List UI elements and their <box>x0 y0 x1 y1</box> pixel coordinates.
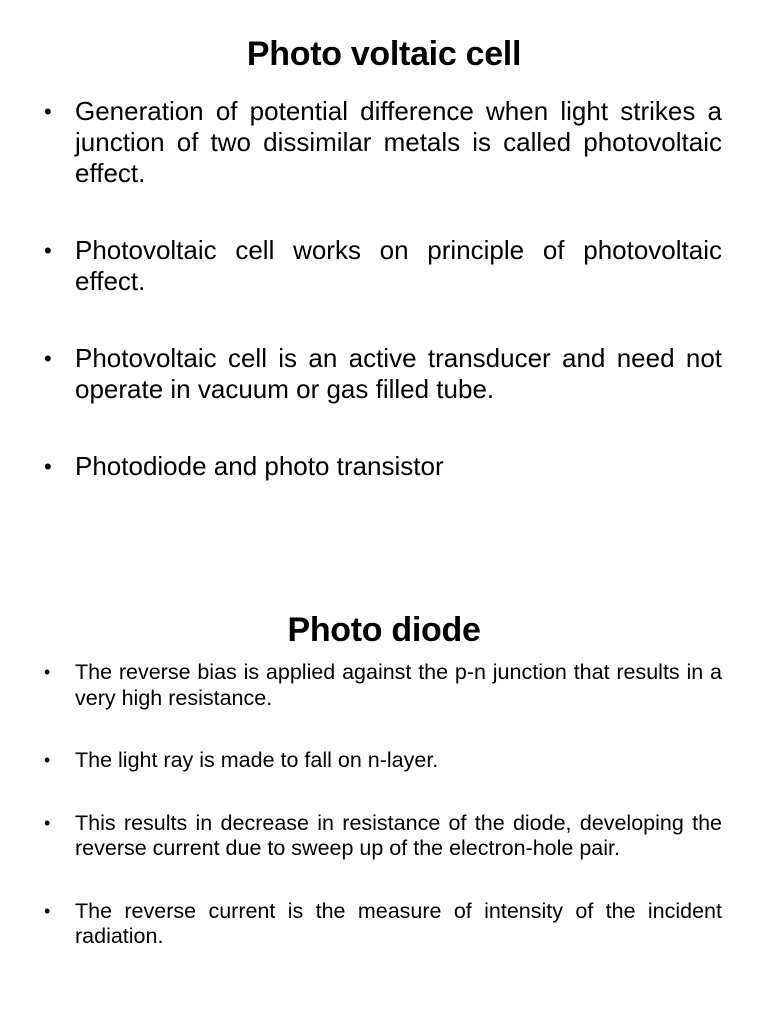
bullet-icon: • <box>44 750 51 770</box>
bullet-text: Generation of potential difference when light strikes a junction of two dissimilar metals is called photovoltaic effect. <box>75 96 722 188</box>
bullet-item <box>44 343 722 405</box>
bullet-icon: • <box>44 238 52 263</box>
bullet-icon: • <box>44 662 51 682</box>
bullet-icon: • <box>44 454 52 479</box>
bullet-icon: • <box>44 99 52 124</box>
bullet-icon: • <box>44 812 51 833</box>
bullet-text: Photovoltaic cell is an active transducer and need not operate in vacuum or gas filled tube. <box>75 343 722 404</box>
bullet-item <box>44 811 722 862</box>
bullet-icon: • <box>44 346 52 371</box>
slide-title: Photo diode <box>287 611 481 649</box>
bullet-item <box>44 235 722 297</box>
bullet-item <box>44 748 722 774</box>
bullet-text: Photovoltaic cell works on principle of photovoltaic effect. <box>75 235 722 296</box>
bullet-list <box>44 660 722 987</box>
bullet-item <box>44 451 722 482</box>
slide-title: Photo voltaic cell <box>246 35 522 73</box>
bullet-item <box>44 899 722 950</box>
bullet-text: Photodiode and photo transistor <box>75 451 444 481</box>
bullet-text: The reverse bias is applied against the p-n junction that results in a very high resistance. <box>75 660 722 710</box>
bullet-text: The reverse current is the measure of intensity of the incident radiation. <box>75 898 722 948</box>
bullet-list <box>44 96 722 528</box>
bullet-item <box>44 660 722 711</box>
bullet-icon: • <box>44 900 51 921</box>
bullet-text: The light ray is made to fall on n-layer. <box>75 748 439 772</box>
bullet-item <box>44 96 722 189</box>
slide-photo-diode <box>0 590 768 1024</box>
bullet-text: This results in decrease in resistance of the diode, developing the reverse current due to sweep up of the electron-hole pair. <box>75 810 722 860</box>
